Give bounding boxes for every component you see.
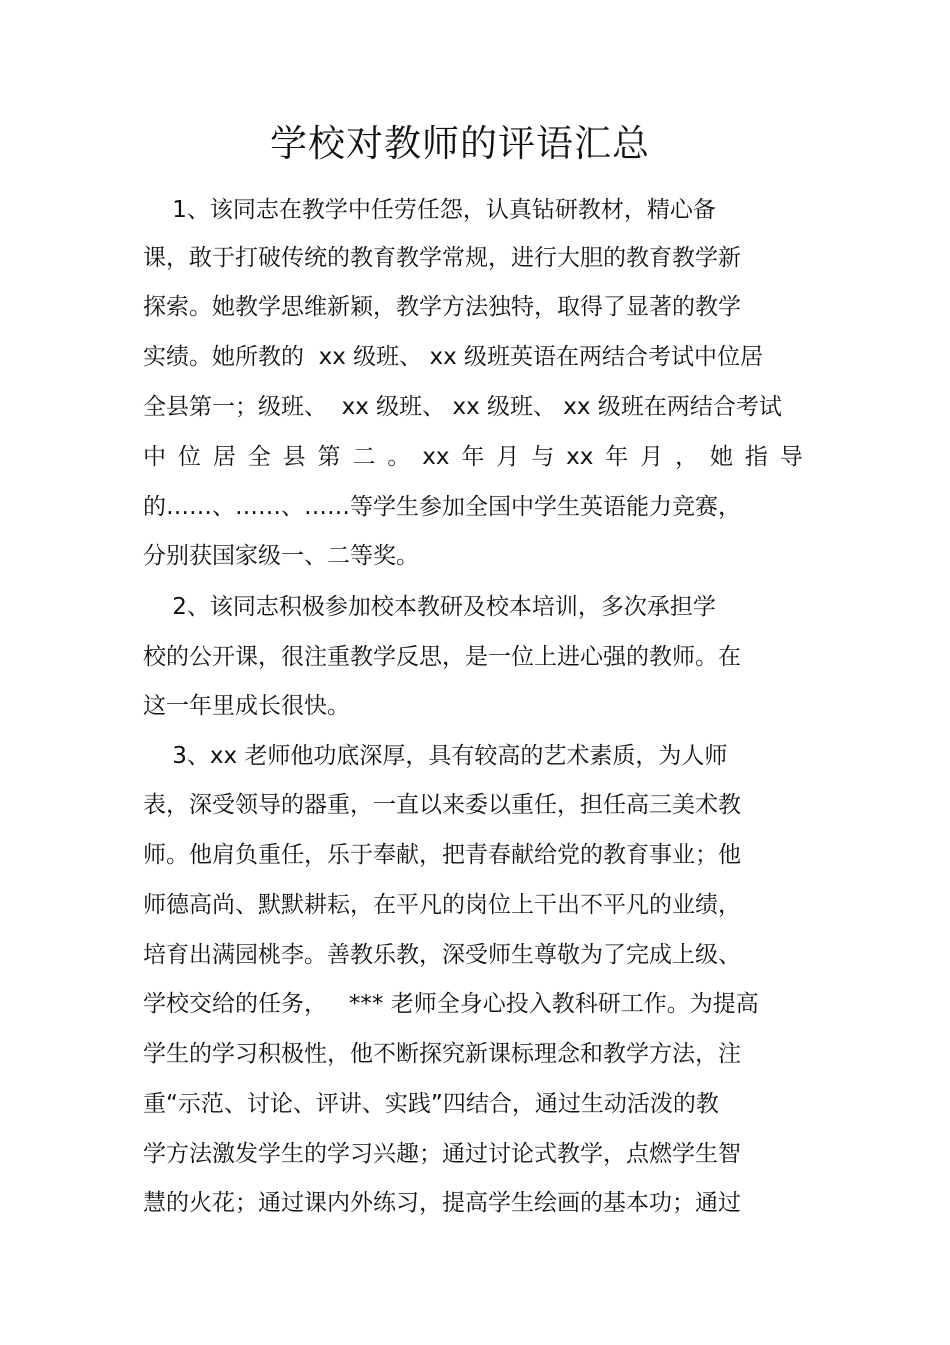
text-line: 学方法激发学生的学习兴趣；通过讨论式教学，点燃学生智 [143, 1141, 741, 1167]
char: 月 [640, 444, 664, 470]
text-line: 学校交给的任务， *** 老师全身心投入教科研工作。为提高 [143, 991, 759, 1017]
char: 县 [282, 444, 306, 470]
text-line: 分别获国家级一、二等奖。 [143, 543, 419, 569]
char: ， [675, 444, 699, 470]
char: 年 [605, 444, 629, 470]
text-line: 1、该同志在教学中任劳任怨，认真钻研教材，精心备 [143, 197, 716, 223]
char: 全 [247, 444, 271, 470]
char: xx [422, 444, 450, 470]
char: 居 [212, 444, 236, 470]
char: 中 [143, 444, 166, 470]
text-line: 培育出满园桃李。善教乐教，深受师生尊敬为了完成上级、 [143, 942, 741, 968]
char: 月 [496, 444, 520, 470]
text-line: 全县第一；级班、 xx 级班、 xx 级班、 xx 级班在两结合考试 [143, 394, 782, 420]
char: 。 [387, 444, 411, 470]
text-line: 重“示范、讨论、评讲、实践”四结合，通过生动活泼的教 [143, 1091, 719, 1117]
char: 位 [177, 444, 201, 470]
text-line: 这一年里成长很快。 [143, 693, 350, 719]
page-title: 学校对教师的评语汇总 [270, 122, 650, 165]
char: 她 [709, 444, 733, 470]
text-line: 师。他肩负重任，乐于奉献，把青春献给党的教育事业；他 [143, 842, 741, 868]
char: 年 [461, 444, 485, 470]
text-line: 2、该同志积极参加校本教研及校本培训，多次承担学 [143, 594, 716, 620]
char: 与 [531, 444, 555, 470]
text-line: 表，深受领导的器重，一直以来委以重任，担任高三美术教 [143, 792, 741, 818]
text-line: 实绩。她所教的 xx 级班、 xx 级班英语在两结合考试中位居 [143, 344, 764, 370]
char: xx [566, 444, 594, 470]
char: 第 [317, 444, 341, 470]
text-line: 学生的学习积极性，他不断探究新课标理念和教学方法，注 [143, 1041, 741, 1067]
text-line: 探索。她教学思维新颖，教学方法独特，取得了显著的教学 [143, 294, 741, 320]
text-line: 的……、……、……等学生参加全国中学生英语能力竞赛， [143, 494, 741, 520]
text-line: 课，敢于打破传统的教育教学常规，进行大胆的教育教学新 [143, 245, 741, 271]
text-line: 师德高尚、默默耕耘，在平凡的岗位上干出不平凡的业绩， [143, 892, 741, 918]
char: 二 [352, 444, 376, 470]
text-line: 校的公开课，很注重教学反思，是一位上进心强的教师。在 [143, 644, 741, 670]
char: 导 [779, 444, 803, 470]
char: 指 [744, 444, 768, 470]
text-line-justified [143, 442, 803, 472]
text-line: 慧的火花；通过课内外练习，提高学生绘画的基本功；通过 [143, 1190, 741, 1216]
text-line: 3、xx 老师他功底深厚，具有较高的艺术素质，为人师 [143, 743, 728, 769]
